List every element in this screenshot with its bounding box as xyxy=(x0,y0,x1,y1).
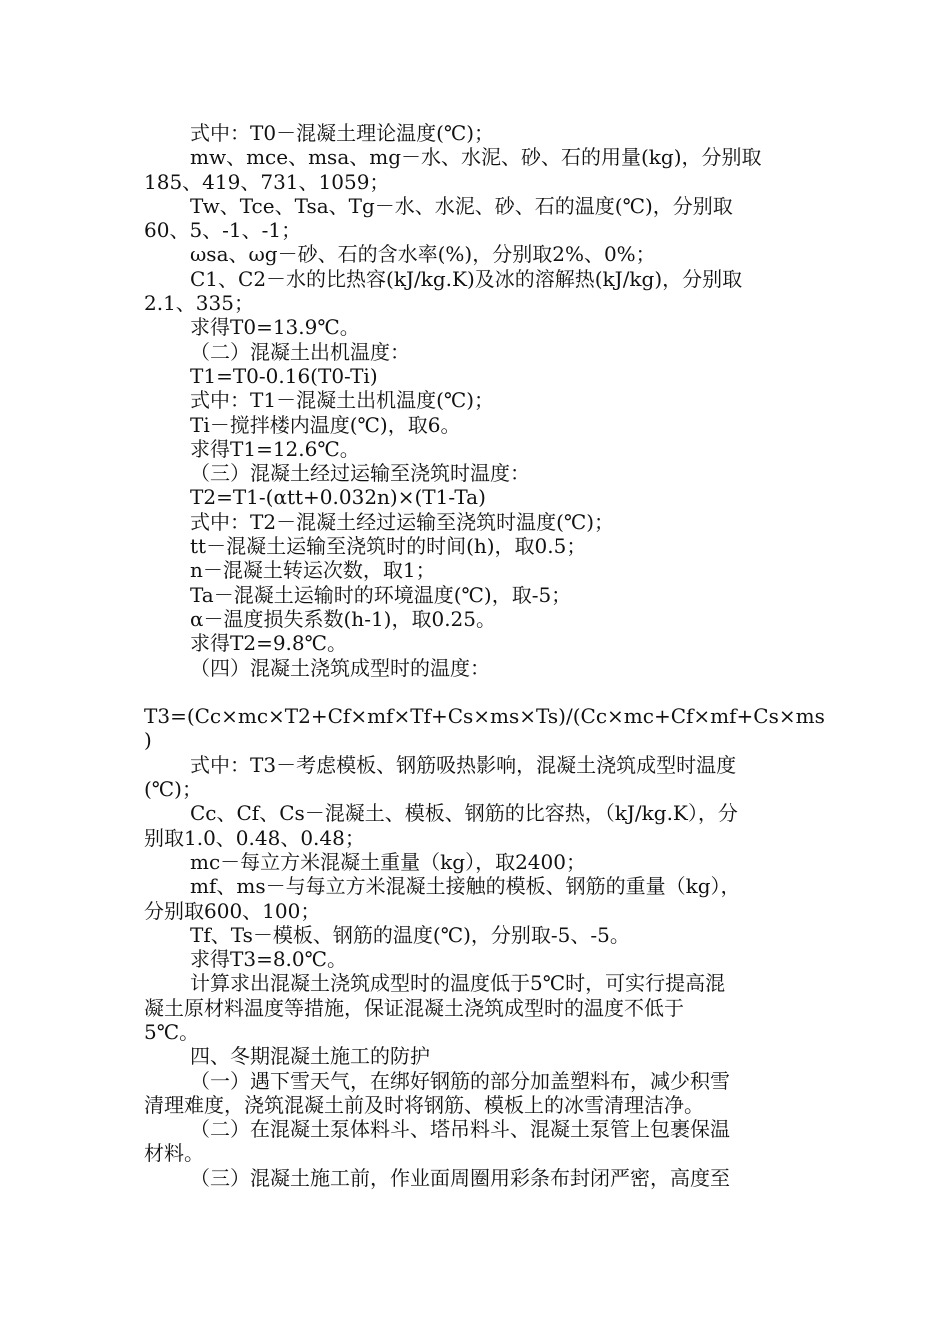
section-heading: （二）混凝土出机温度： xyxy=(190,339,410,364)
text-line: 2.1、335； xyxy=(144,291,254,316)
text-line: mf、ms－与每立方米混凝土接触的模板、钢筋的重量（kg）， xyxy=(190,874,741,899)
text-line: 式中：T1－混凝土出机温度(℃)； xyxy=(190,388,495,413)
text-line: 别取1.0、0.48、0.48； xyxy=(144,825,365,850)
formula-line: ) xyxy=(144,728,152,753)
text-line: 式中：T3－考虑模板、钢筋吸热影响，混凝土浇筑成型时温度 xyxy=(190,752,737,777)
text-line: mc－每立方米混凝土重量（kg），取2400； xyxy=(190,849,586,874)
text-line: 求得T3=8.0℃。 xyxy=(190,947,348,972)
text-line: 60、5、-1、-1； xyxy=(144,218,302,243)
text-line: 凝土原材料温度等措施，保证混凝土浇筑成型时的温度不低于 xyxy=(144,995,684,1020)
text-line: 材料。 xyxy=(144,1141,204,1166)
formula-line: T2=T1-(αtt+0.032n)×(T1-Ta) xyxy=(190,485,486,510)
text-line: （二）在混凝土泵体料斗、塔吊料斗、混凝土泵管上包裹保温 xyxy=(190,1117,730,1142)
text-line: Ta－混凝土运输时的环境温度(℃)，取-5； xyxy=(190,582,572,607)
section-heading: 四、冬期混凝土施工的防护 xyxy=(190,1044,430,1069)
text-line: n－混凝土转运次数，取1； xyxy=(190,558,436,583)
text-line: 式中：T0－混凝土理论温度(℃)； xyxy=(190,121,495,145)
text-line: Tf、Ts－模板、钢筋的温度(℃)，分别取-5、-5。 xyxy=(190,922,630,947)
blank-line xyxy=(144,680,816,704)
formula-line: T1=T0-0.16(T0-Ti) xyxy=(190,363,378,388)
text-line: ωsa、ωg－砂、石的含水率(%)，分别取2%、0%； xyxy=(190,242,656,267)
text-line: 185、419、731、1059； xyxy=(144,169,390,194)
text-line: （三）混凝土施工前，作业面周圈用彩条布封闭严密，高度至 xyxy=(190,1165,730,1190)
section-heading: （四）混凝土浇筑成型时的温度： xyxy=(190,655,490,680)
text-line: Ti－搅拌楼内温度(℃)，取6。 xyxy=(190,412,461,437)
document-body xyxy=(144,121,825,1190)
text-line: 式中：T2－混凝土经过运输至浇筑时温度(℃)； xyxy=(190,509,615,534)
text-line: (℃)； xyxy=(144,777,202,802)
text-line: 分别取600、100； xyxy=(144,898,321,923)
text-line: （一）遇下雪天气，在绑好钢筋的部分加盖塑料布，减少积雪 xyxy=(190,1068,730,1093)
section-heading: （三）混凝土经过运输至浇筑时温度： xyxy=(190,461,530,486)
text-line: 求得T2=9.8℃。 xyxy=(190,631,348,656)
text-line: tt－混凝土运输至浇筑时的时间(h)，取0.5； xyxy=(190,534,587,559)
text-line: 5℃。 xyxy=(144,1019,200,1044)
text-line: Tw、Tce、Tsa、Tg－水、水泥、砂、石的温度(℃)，分别取 xyxy=(190,193,733,218)
text-line: Cc、Cf、Cs－混凝土、模板、钢筋的比容热，（kJ/kg.K），分 xyxy=(190,801,738,826)
text-line: 计算求出混凝土浇筑成型时的温度低于5℃时，可实行提高混 xyxy=(190,971,726,996)
text-line: 求得T0=13.9℃。 xyxy=(190,315,360,340)
text-line: 求得T1=12.6℃。 xyxy=(190,436,360,461)
text-line: C1、C2－水的比热容(kJ/kg.K)及冰的溶解热(kJ/kg)，分别取 xyxy=(190,266,743,291)
formula-line: T3=(Cc×mc×T2+Cf×mf×Tf+Cs×ms×Ts)/(Cc×mc+Cf×mf+Cs×ms xyxy=(144,704,825,729)
text-line: 清理难度，浇筑混凝土前及时将钢筋、模板上的冰雪清理洁净。 xyxy=(144,1092,704,1117)
text-line: α－温度损失系数(h-1)，取0.25。 xyxy=(190,606,497,631)
text-line: mw、mce、msa、mg－水、水泥、砂、石的用量(kg)，分别取 xyxy=(190,145,762,170)
